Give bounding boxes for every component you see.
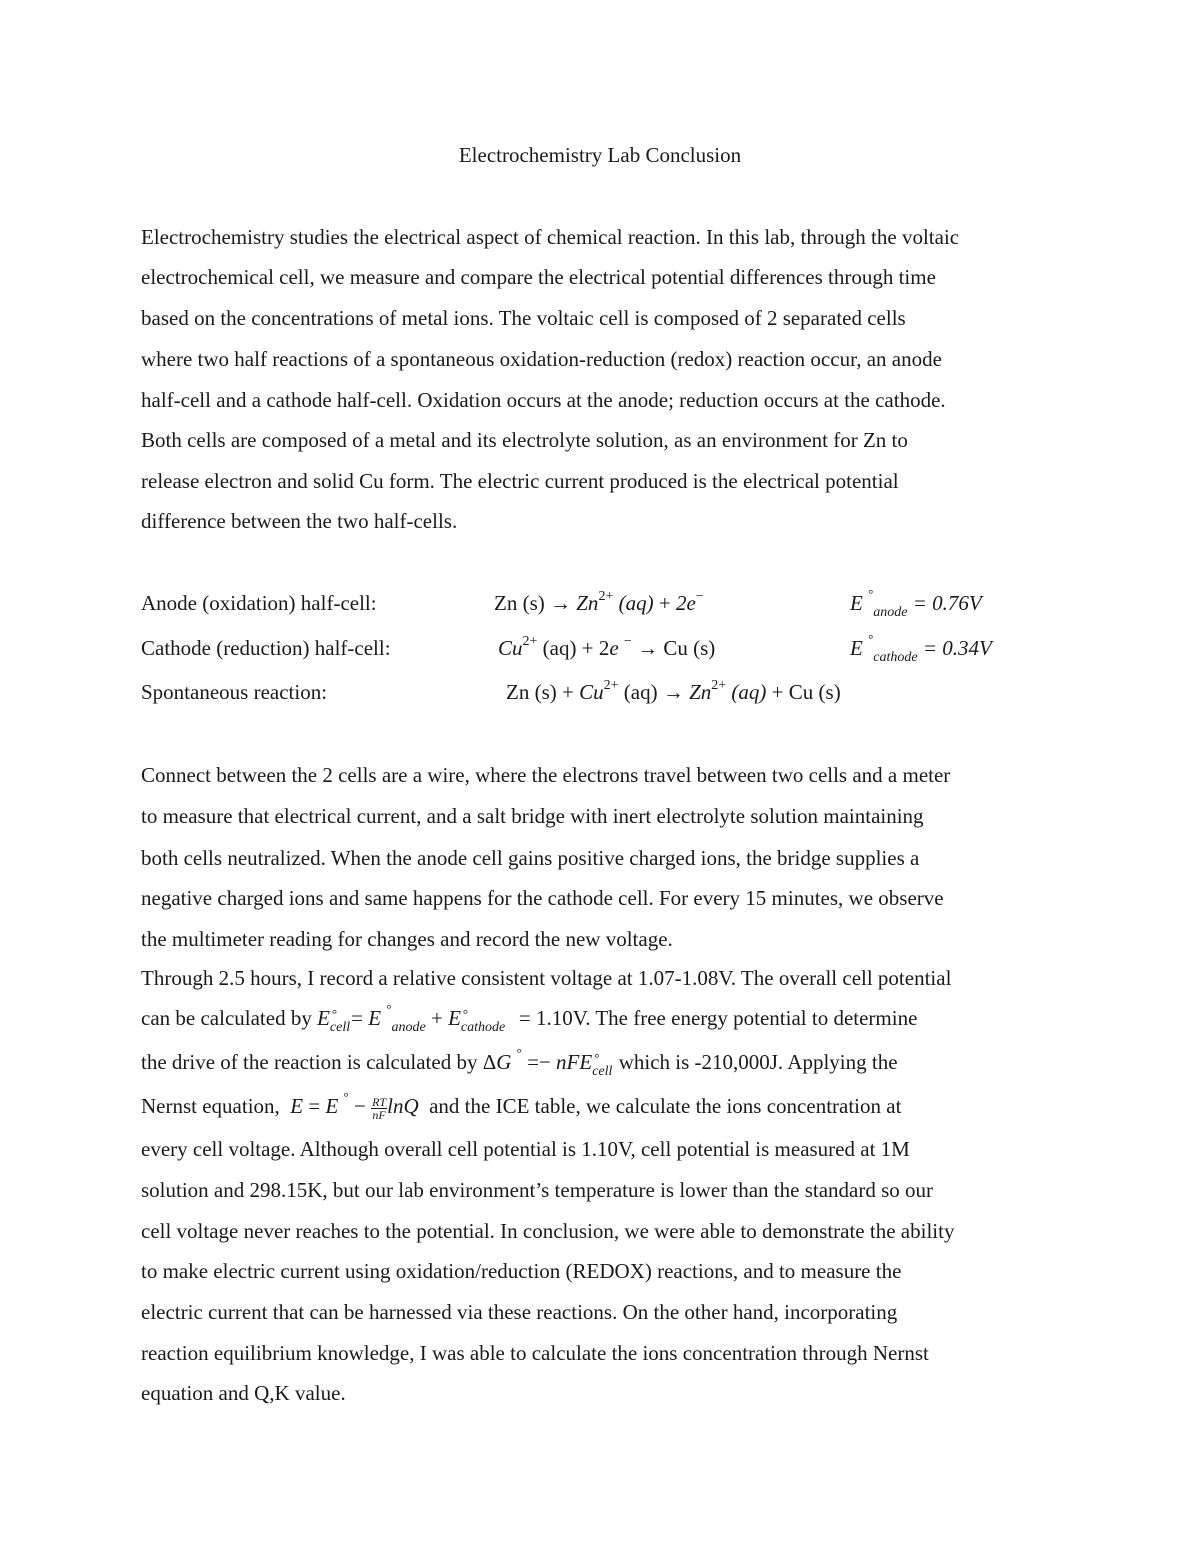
paragraph-line: Electrochemistry studies the electrical aspect of chemical reaction. In this lab, through the voltaic bbox=[141, 225, 960, 249]
free-energy-line: the drive of the reaction is calculated by ΔG ° =− nFE ° cell which is -210,000J. Applying the bbox=[141, 1045, 898, 1079]
nernst-line: Nernst equation, E = E ° − $\frac{RT}{nF}$ lnQ and the ICE table, we calculate the ions concentration at bbox=[141, 1089, 902, 1122]
paragraph-line: the multimeter reading for changes and record the new voltage. bbox=[141, 927, 673, 951]
spontaneous-label: Spontaneous reaction: bbox=[141, 680, 328, 704]
cell-potential-line: can be calculated by E ° cell = E °$_{anode}$ + E ° cathode = 1.10V. The free energy potential to determine bbox=[141, 1001, 918, 1035]
paragraph-line: to measure that electrical current, and a salt bridge with inert electrolyte solution maintaining bbox=[141, 804, 924, 828]
cathode-label: Cathode (reduction) half-cell: bbox=[141, 636, 391, 660]
paragraph-line: release electron and solid Cu form. The electric current produced is the electrical potential bbox=[141, 469, 899, 493]
anode-potential: E °$_{anode}$ = 0.76V bbox=[850, 586, 982, 620]
cathode-reaction: $Cu^{2+}$ (aq) + 2e − → Cu (s) bbox=[498, 634, 716, 660]
paragraph-line: based on the concentrations of metal ions. The voltaic cell is composed of 2 separated cells bbox=[141, 306, 906, 330]
cathode-potential: E °$_{cathode}$ = 0.34V bbox=[850, 631, 992, 665]
paragraph-line: Through 2.5 hours, I record a relative consistent voltage at 1.07-1.08V. The overall cell potential bbox=[141, 966, 952, 990]
spontaneous-reaction: Zn $(s) + Cu^{2+}$ $(aq) \to Zn^{2+}$ (aq) + Cu (s) bbox=[506, 678, 841, 704]
anode-label: Anode (oxidation) half-cell: bbox=[141, 591, 377, 615]
paragraph-line: both cells neutralized. When the anode cell gains positive charged ions, the bridge supplies a bbox=[141, 846, 920, 870]
paragraph-line: difference between the two half-cells. bbox=[141, 509, 458, 533]
paragraph-line: Connect between the 2 cells are a wire, where the electrons travel between two cells and a meter bbox=[141, 763, 951, 787]
paragraph-line: reaction equilibrium knowledge, I was able to calculate the ions concentration through Nernst bbox=[141, 1341, 929, 1365]
paragraph-line: cell voltage never reaches to the potential. In conclusion, we were able to demonstrate the ability bbox=[141, 1219, 955, 1243]
paragraph-line: electrochemical cell, we measure and compare the electrical potential differences through time bbox=[141, 265, 936, 289]
anode-reaction: Zn $(s) \to Zn^{2+}$ (aq) + 2e− bbox=[494, 589, 704, 615]
paragraph-line: to make electric current using oxidation/reduction (REDOX) reactions, and to measure the bbox=[141, 1259, 902, 1283]
paragraph-line: negative charged ions and same happens for the cathode cell. For every 15 minutes, we observe bbox=[141, 886, 944, 910]
paragraph-line: every cell voltage. Although overall cell potential is 1.10V, cell potential is measured at 1M bbox=[141, 1137, 910, 1161]
paragraph-line: Both cells are composed of a metal and its electrolyte solution, as an environment for Zn to bbox=[141, 428, 908, 452]
document-title: Electrochemistry Lab Conclusion bbox=[458, 143, 742, 167]
rt-over-nf-fraction: $\frac{RT}{nF}$ bbox=[372, 1094, 387, 1122]
paragraph-line: electric current that can be harnessed via these reactions. On the other hand, incorporating bbox=[141, 1300, 898, 1324]
paragraph-line: half-cell and a cathode half-cell. Oxidation occurs at the anode; reduction occurs at the cathode. bbox=[141, 388, 946, 412]
paragraph-line: solution and 298.15K, but our lab environment’s temperature is lower than the standard so our bbox=[141, 1178, 934, 1202]
paragraph-line: equation and Q,K value. bbox=[141, 1381, 346, 1405]
paragraph-line: where two half reactions of a spontaneous oxidation-reduction (redox) reaction occur, an anode bbox=[141, 347, 942, 371]
